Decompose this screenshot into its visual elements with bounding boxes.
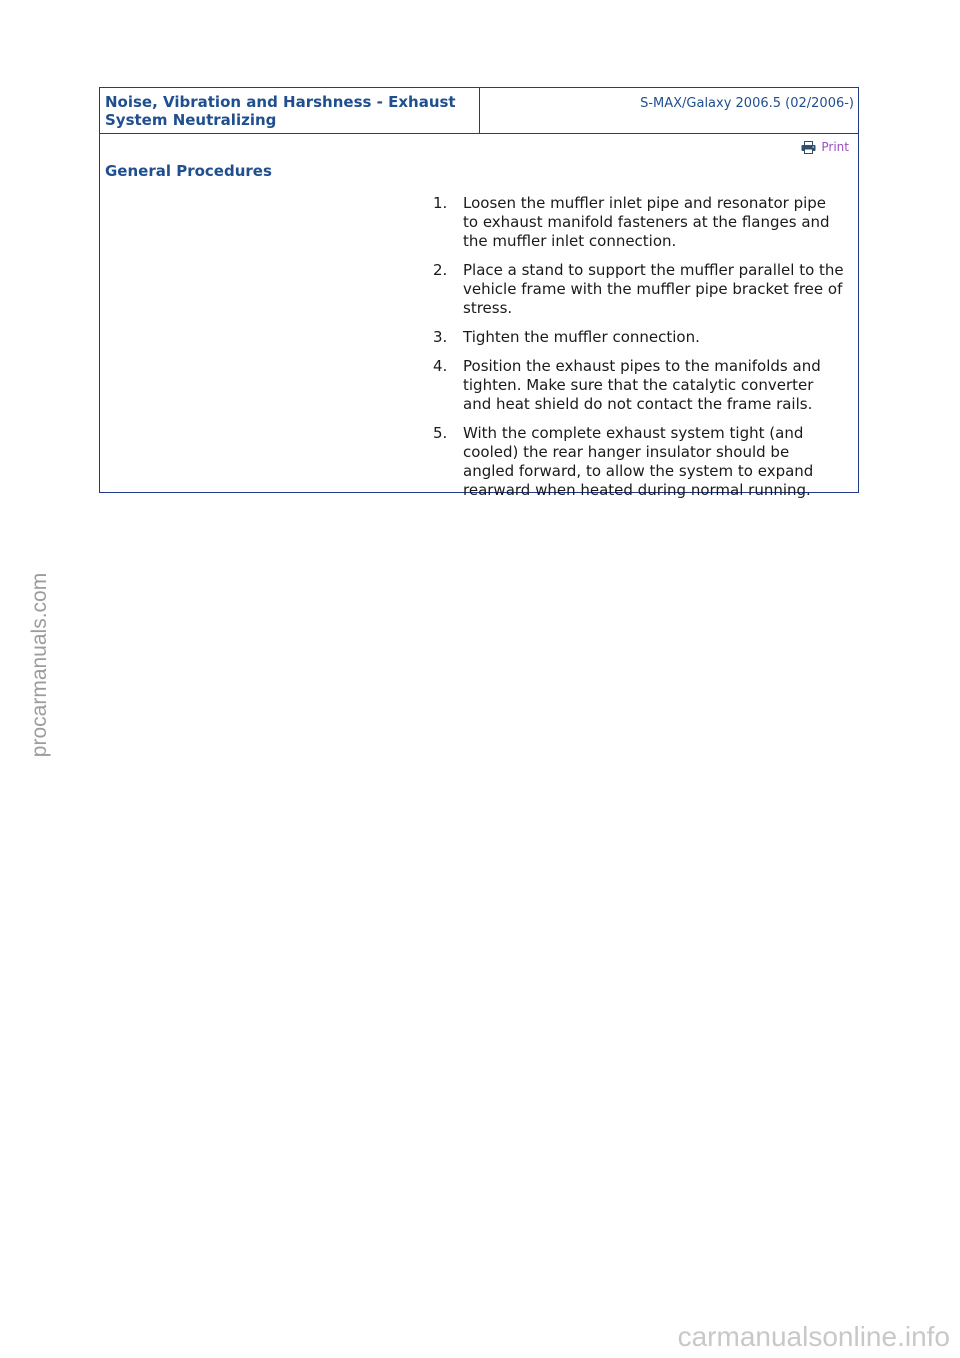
step-number: 1. [433, 194, 448, 212]
print-label: Print [821, 140, 849, 154]
side-watermark: procarmanuals.com [28, 572, 51, 758]
step-text: Place a stand to support the muffler parallel to the vehicle frame with the muffler pipe bracket free of stress. [463, 261, 844, 317]
print-button[interactable] [801, 140, 849, 154]
procedure-step [425, 424, 845, 500]
procedure-steps [425, 194, 845, 510]
bottom-watermark: carmanualsonline.info [677, 1321, 950, 1352]
page-title: Noise, Vibration and Harshness - Exhaust System Neutralizing [105, 93, 456, 129]
header-row [100, 88, 858, 134]
step-number: 5. [433, 424, 448, 442]
procedure-step [425, 261, 845, 318]
procedure-step [425, 357, 845, 414]
step-text: Tighten the muffler connection. [463, 328, 700, 346]
procedure-step [425, 194, 845, 251]
step-number: 3. [433, 328, 448, 346]
document-frame [99, 87, 859, 499]
vehicle-model-label: S-MAX/Galaxy 2006.5 (02/2006-) [640, 96, 854, 111]
step-number: 4. [433, 357, 448, 375]
step-text: With the complete exhaust system tight (and cooled) the rear hanger insulator should be angled forward, to allow the system to expand rearward when heated during normal running. [463, 424, 814, 499]
section-title: General Procedures [105, 162, 272, 180]
procedure-step [425, 328, 845, 347]
step-text: Loosen the muffler inlet pipe and resonator pipe to exhaust manifold fasteners at the flanges and the muffler inlet connection. [463, 194, 830, 250]
header-divider [479, 88, 480, 133]
printer-icon [801, 141, 816, 154]
step-number: 2. [433, 261, 448, 279]
step-text: Position the exhaust pipes to the manifolds and tighten. Make sure that the catalytic converter and heat shield do not contact the frame rails. [463, 357, 821, 413]
